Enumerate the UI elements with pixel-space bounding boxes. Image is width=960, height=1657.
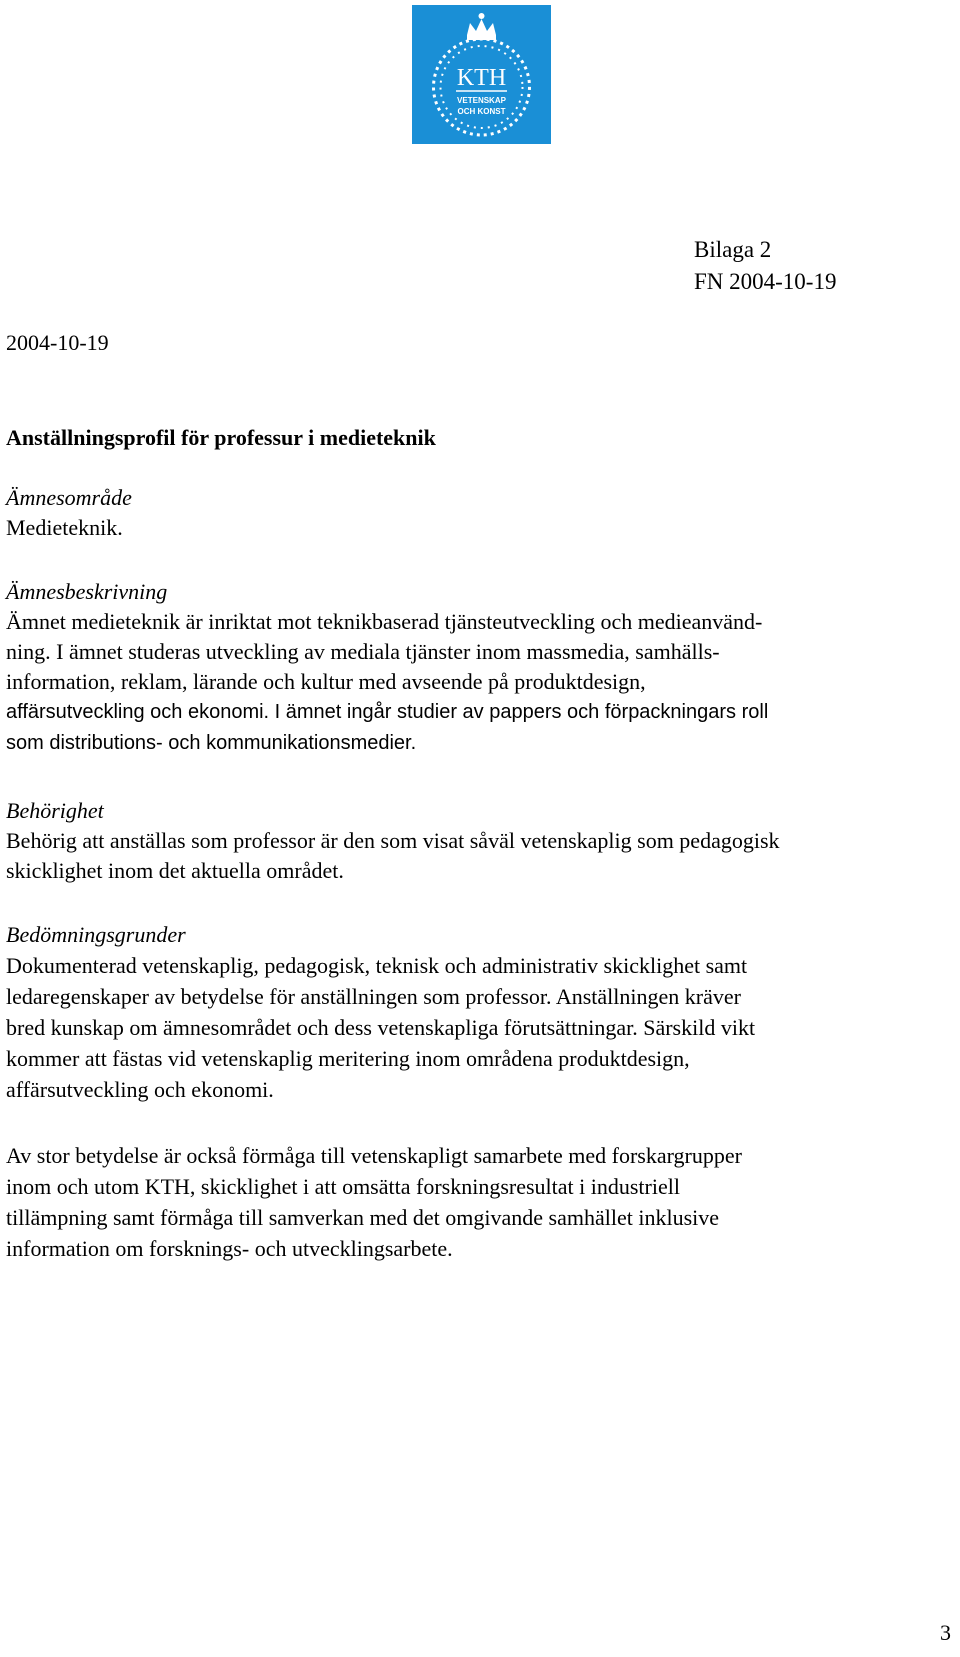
extra-paragraph-line: Av stor betydelse är också förmåga till vetenskapligt samarbete med forskargrupper [6,1143,742,1168]
amnesbeskrivning-line: affärsutveckling och ekonomi. I ämnet ingår studier av pappers och förpackningars roll [6,701,769,723]
document-date: 2004-10-19 [6,330,109,355]
section-heading-bedomningsgrunder: Bedömningsgrunder [6,922,186,947]
section-text-amnesomrade: Medieteknik. [6,515,123,540]
bedomningsgrunder-line: Dokumenterad vetenskaplig, pedagogisk, teknisk och administrativ skicklighet samt [6,953,748,978]
bedomningsgrunder-line: ledaregenskaper av betydelse för anställningen som professor. Anställningen kräver [6,984,741,1009]
logo-name: KTH [456,65,507,91]
section-heading-amnesbeskrivning: Ämnesbeskrivning [6,579,168,604]
logo-line1: VETENSKAP [457,96,506,105]
amnesbeskrivning-line: Ämnet medieteknik är inriktat mot teknikbaserad tjänsteutveckling och medieanvänd- [6,609,763,634]
extra-paragraph-line: information om forsknings- och utvecklingsarbete. [6,1236,453,1261]
extra-paragraph-line: inom och utom KTH, skicklighet i att omsätta forskningsresultat i industriell [6,1174,680,1199]
amnesbeskrivning-line: information, reklam, lärande och kultur med avseende på produktdesign, [6,669,646,694]
kth-logo [412,5,551,144]
bedomningsgrunder-line: affärsutveckling och ekonomi. [6,1077,274,1102]
behorighet-line: skicklighet inom det aktuella området. [6,858,344,883]
kth-seal-icon [412,5,551,144]
behorighet-line: Behörig att anställas som professor är den som visat såväl vetenskaplig som pedagogisk [6,828,780,853]
section-heading-amnesomrade: Ämnesområde [6,485,132,510]
bedomningsgrunder-line: bred kunskap om ämnesområdet och dess vetenskapliga förutsättningar. Särskild vikt [6,1015,756,1040]
section-heading-behorighet: Behörighet [6,798,104,823]
amnesbeskrivning-line: ning. I ämnet studeras utveckling av mediala tjänster inom massmedia, samhälls- [6,639,720,664]
document-title: Anställningsprofil för professur i medieteknik [6,425,436,450]
reference-code: FN 2004-10-19 [694,269,837,294]
annex-label: Bilaga 2 [694,237,772,262]
extra-paragraph-line: tillämpning samt förmåga till samverkan med det omgivande samhället inklusive [6,1205,720,1230]
amnesbeskrivning-line: som distributions- och kommunikationsmedier. [6,732,417,754]
bedomningsgrunder-line: kommer att fästas vid vetenskaplig meritering inom områdena produktdesign, [6,1046,690,1071]
page-number: 3 [940,1620,951,1645]
logo-line2: OCH KONST [457,107,506,116]
